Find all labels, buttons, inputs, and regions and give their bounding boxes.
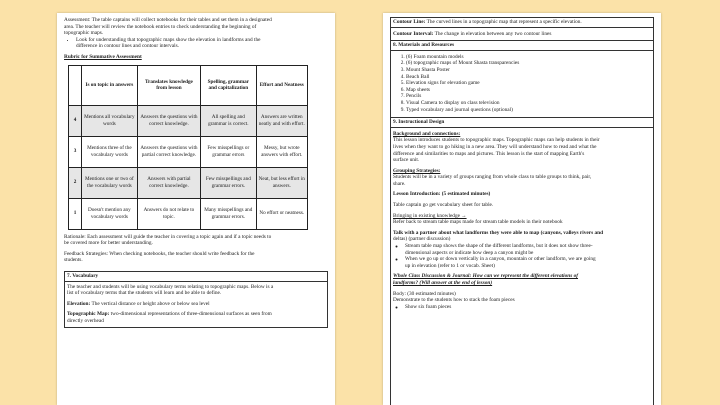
vocab-elevation: [67, 301, 325, 308]
rubric-corner-cell: [69, 65, 82, 105]
partner-talk-line: Talk with a partner about what landforms they were able to map (canyons, valleys rivers and: [393, 229, 604, 236]
lesson-intro-line: Table captain go get vocabulary sheet for table.: [393, 202, 494, 209]
vocabulary-section: [64, 271, 328, 328]
rubric-table: [68, 65, 308, 230]
vocabulary-section-body: [65, 282, 327, 327]
rubric-cell: Answers with partial correct knowledge.: [137, 167, 200, 198]
bullet-line: Stream table map shows the shape of the different landforms, but it does not show three-: [405, 243, 593, 250]
vocabulary-intro-line: list of vocabulary terms that the students will learn and be able to define.: [67, 290, 222, 297]
vocab-topographic-map: [67, 311, 325, 318]
rubric-cell: Neat, but less effort in answers.: [256, 167, 307, 198]
material-item: 5. Elevation signs for elevation game: [406, 80, 651, 87]
material-item: 1. (6) Foam mountain models: [406, 54, 651, 61]
left-page-content: [64, 17, 328, 328]
rubric-row: [69, 136, 308, 167]
prior-knowledge-line: Refer back to stream table maps made for stream table models in their notebook: [393, 219, 563, 226]
whole-class-line: Whole Class Discussion & Journal: How can we represent the different elevations of: [393, 273, 579, 280]
rubric-row: [69, 167, 308, 198]
vocab-term: Elevation:: [67, 300, 91, 307]
material-item: 4. Beach Ball: [406, 74, 651, 81]
vocab-definition: The change in elevation between any two contour lines: [433, 30, 552, 37]
rubric-cell: Mentions three of the vocabulary words: [82, 136, 138, 167]
background-line: This lesson introduces students to topographic maps. Topographic maps can help students in their: [393, 137, 600, 144]
vocabulary-section-title: 7. Vocabulary: [65, 272, 327, 282]
material-item: 3. Mount Shasta Poster: [406, 67, 651, 74]
rubric-level: 4: [69, 105, 82, 136]
rubric-header: Effort and Neatness: [256, 65, 307, 105]
rubric-level: 2: [69, 167, 82, 198]
rubric-cell: No effort or neatness.: [256, 198, 307, 229]
bullet-line: difference in contour lines and contour intervals.: [76, 43, 180, 50]
assessment-bullets: [64, 37, 328, 50]
rubric-header: Translates knowledge from lesson: [137, 65, 200, 105]
rubric-cell: Many misspellings and grammar errors.: [201, 198, 256, 229]
rubric-cell: Mentions all vocabulary words: [82, 105, 138, 136]
body-title: Body: (30 estimated minutes): [393, 290, 456, 297]
rubric-cell: Doesn't mention any vocabulary words: [82, 198, 138, 229]
material-item: 9. Typed vocabulary and journal questions (optional): [406, 107, 651, 114]
rubric-row: [69, 105, 308, 136]
rubric-header: Spelling, grammar and capitalization: [201, 65, 256, 105]
lesson-intro-title: Lesson Introduction: (5 estimated minutes): [393, 191, 491, 198]
left-document-page: [57, 13, 335, 405]
rubric-title: Rubric for Summative Assessment: [64, 53, 142, 60]
materials-section: [390, 51, 654, 118]
rubric-level: 1: [69, 198, 82, 229]
rubric-row: [69, 198, 308, 229]
materials-list: [393, 54, 651, 113]
assessment-line: Assessment: The table captains will collect notebooks for their tables and set them in a designated: [64, 17, 272, 23]
vocab-definition: The vertical distance or height above or below sea level: [90, 300, 210, 307]
bullet-line: up in elevation (refer to 1 or vocab. Sheet): [405, 262, 495, 269]
background-line: difference and similarities to maps and pictures. This lesson is the start of mapping Earth's: [393, 150, 585, 157]
bullet-line: When we go up or down vertically in a canyon, mountain or other landform, we are going: [405, 256, 596, 263]
rubric-cell: Mentions one or two of the vocabulary words: [82, 167, 138, 198]
partner-bullet: [405, 243, 651, 256]
material-item: 8. Visual Camera to display on class television: [406, 100, 651, 107]
right-page-content: [390, 17, 654, 405]
feedback-line: Feedback Strategies: When checking notebooks, the teacher should write feedback for the: [64, 250, 255, 257]
vocab-term: Topographic Map:: [67, 311, 110, 318]
vocab-definition: two-dimensional representations of three-dimensional surfaces as seen from: [109, 311, 272, 318]
vocab-term: Contour Line:: [393, 19, 426, 25]
grouping-line: share.: [393, 180, 406, 187]
prior-knowledge-title: Bringing in existing knowledge →: [393, 212, 467, 219]
rubric-cell: All spelling and grammar is correct.: [201, 105, 256, 136]
grouping-title: Grouping Strategies:: [393, 167, 441, 174]
material-item: 6. Map sheets: [406, 87, 651, 94]
instructional-design-title: 9. Instructional Design: [390, 118, 654, 128]
rubric-cell: Few misspellings and grammar errors.: [201, 167, 256, 198]
materials-section-title: 8. Materials and Resources: [390, 41, 654, 51]
rubric-cell: Answers are written neatly and with effort.: [256, 105, 307, 136]
grouping-line: Students will be in a variety of groups ranging from whole class to table groups to think, pair,: [393, 174, 592, 181]
rationale-line: Rationale: Each assessment will guide the teacher in covering a topic again and if a topic needs to: [64, 233, 272, 240]
rubric-header: Is on topic in answers: [82, 65, 138, 105]
feedback-line: students.: [64, 257, 83, 264]
assessment-line: area. The teacher will review the notebook entries to check understanding the beginning of: [64, 23, 257, 30]
vocab-contour-interval: [390, 28, 654, 42]
material-item: 7. Pencils: [406, 93, 651, 100]
rubric-cell: Few misspellings or grammar errors: [201, 136, 256, 167]
vocab-term: Contour Interval:: [393, 30, 434, 37]
partner-talk-line: deltas) (partner discussion): [393, 236, 451, 243]
instructional-design-section: [390, 128, 654, 405]
vocab-definition: The curved lines in a topographic map that represent a specific elevation.: [425, 19, 582, 25]
material-item: 2. (6) topographic maps of Mount Shasta transparencies: [406, 60, 651, 67]
body-bullets: [393, 304, 651, 311]
partner-talk-bullets: [393, 243, 651, 269]
bullet-line: Look for understanding that topographic maps show the elevation in landforms and the: [76, 36, 261, 43]
background-line: surface unit.: [393, 157, 420, 164]
assessment-bullet: [76, 37, 328, 50]
partner-bullet: [405, 256, 651, 269]
rubric-level: 3: [69, 136, 82, 167]
body-bullet: ◦ Show six foam pieces: [405, 304, 651, 311]
rubric-cell: Answers the questions with partial correct knowledge.: [137, 136, 200, 167]
rubric-cell: Messy, but wrote answers with effort.: [256, 136, 307, 167]
rationale-line: be covered more for better understanding.: [64, 240, 153, 247]
whole-class-line: landforms? (Will answer at the end of lesson): [393, 280, 493, 286]
assessment-line: topographic maps.: [64, 30, 104, 37]
rubric-cell: Answers do not relate to topic.: [137, 198, 200, 229]
rubric-header-row: [69, 65, 308, 105]
bullet-line: dimensional aspects or indicate how deep a canyon might be: [405, 249, 534, 256]
background-line: lives when they want to go hiking in a new area. They will understand how to read and what the: [393, 143, 597, 150]
vocab-contour-line: [390, 17, 654, 28]
background-title: Background and connections:: [393, 130, 461, 137]
body-line: Demonstrate to the students how to stack the foam pieces: [393, 297, 515, 304]
right-document-page: [383, 13, 661, 405]
rubric-cell: Answers the questions with correct knowledge.: [137, 105, 200, 136]
vocab-definition-cont: directly overhead: [67, 317, 104, 324]
vocabulary-intro-line: The teacher and students will be using vocabulary terms relating to topographic maps. Below is a: [67, 283, 274, 290]
